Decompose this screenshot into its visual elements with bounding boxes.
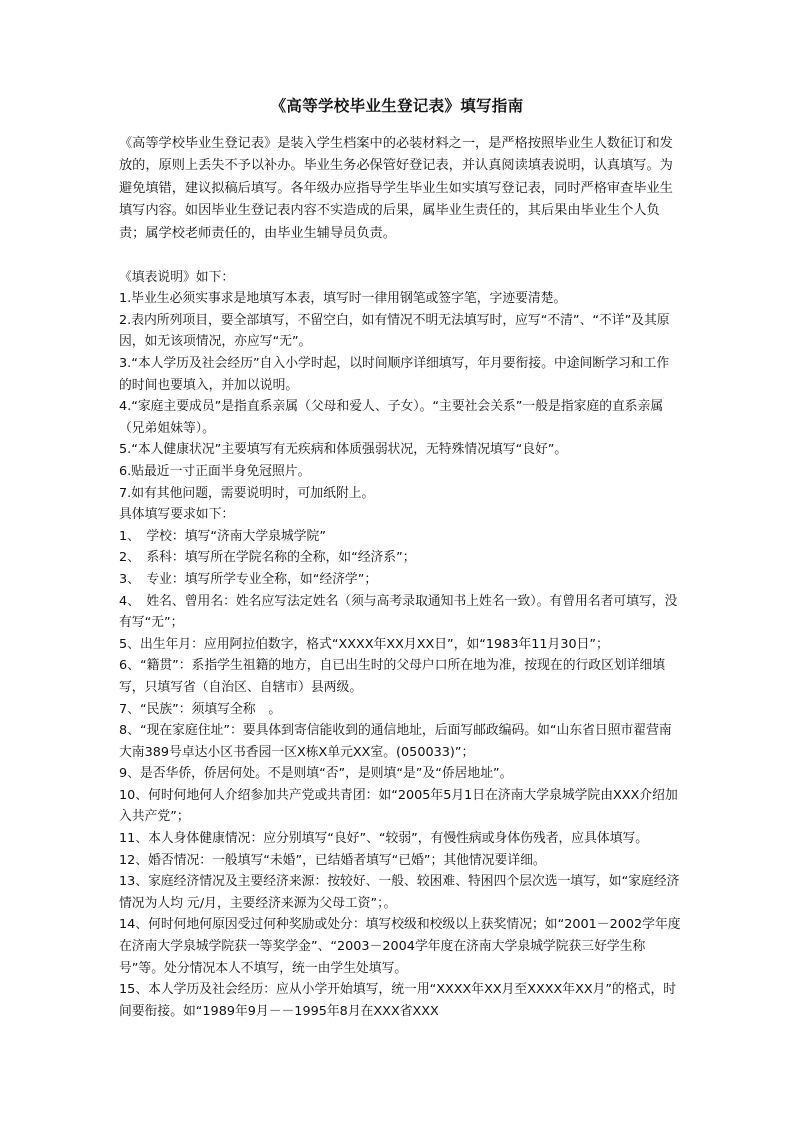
instruction-item: 2.表内所列项目，要全部填写，不留空白，如有情况不明无法填写时，应写“不清”、“不详”及其原因，如无该项情况，亦应写“无”。 [119,312,670,350]
requirement-item: 13、家庭经济情况及主要经济来源：按较好、一般、较困难、特困四个层次选一填写，如“家庭经济情况为人均 元/月，主要经济来源为父母工资”；。 [119,874,680,911]
intro-paragraph: 《高等学校毕业生登记表》是装入学生档案中的必装材料之一，是严格按照毕业生人数征订和发放的，原则上丢失不予以补办。毕业生务必保管好登记表，并认真阅读填表说明，认真填写。为避免填错，建议拟稿后填写。各年级办应指导学生毕业生如实填写登记表，同时严格审查毕业生填写内容。如因毕业生登记表内容不实造成的后果，属毕业生责任的，其后果由毕业生个人负责；属学校老师责任的，由毕业生辅导员负责。 [119,136,673,241]
requirement-item: 3、 专业：填写所学专业全称，如“经济学”； [119,571,378,587]
requirement-item: 14、何时何地何原因受过何种奖励或处分：填写校级和校级以上获奖情况；如“2001－2002学年度在济南大学泉城学院获一等奖学金”、“2003－2004学年度在济南大学泉城学院获三好学生称号”等。处分情况本人不填写，统一由学生处填写。 [119,917,681,976]
instruction-item: 6.贴最近一寸正面半身免冠照片。 [119,463,311,479]
requirement-item: 2、 系科：填写所在学院名称的全称，如“经济系”； [119,550,416,566]
instruction-item: 4.“家庭主要成员”是指直系亲属（父母和爱人、子女）。“主要社会关系”一般是指家庭的直系亲属（兄弟姐妹等）。 [119,399,664,436]
blank-line [119,245,681,267]
requirement-item: 8、“现在家庭住址”：要具体到寄信能收到的通信地址，后面写邮政编码。如“山东省日照市翟营南大南389号卓达小区书香园一区X栋X单元XX室。(050033)”； [119,723,672,760]
requirement-item: 6、“籍贯”：系指学生祖籍的地方，自已出生时的父母户口所在地为准，按现在的行政区划详细填写，只填写省（自治区、自辖市）县两级。 [119,658,666,695]
requirement-item: 1、 学校：填写“济南大学泉城学院” [119,528,326,544]
instruction-item: 5.“本人健康状况”主要填写有无疾病和体质强弱状况，无特殊情况填写“良好”。 [119,442,568,458]
requirement-item: 12、婚否情况：一般填写“未婚”，已结婚者填写“已婚”；其他情况要详细。 [119,852,546,868]
requirement-item: 5、出生年月：应用阿拉伯数字，格式“XXXX年XX月XX日”，如“1983年11月30日”； [119,636,609,652]
instruction-item: 3.“本人学历及社会经历”自入小学时起，以时间顺序详细填写，年月要衔接。中途间断学习和工作的时间也要填入，并加以说明。 [119,356,670,393]
requirement-item: 7、“民族”：须填写全称 。 [119,701,282,717]
document-body [119,133,681,1022]
requirement-item: 9、是否华侨，侨居何处。不是则填“否”，是则填“是”及“侨居地址”。 [119,766,513,782]
requirement-item: 10、何时何地何人介绍参加共产党或共青团：如“2005年5月1日在济南大学泉城学院由XXX介绍加入共产党”； [119,787,678,825]
requirement-item: 11、本人身体健康情况：应分别填写“良好”、“较弱”，有慢性病或身体伤残者，应具体填写。 [119,831,649,847]
instruction-item: 1.毕业生必须实事求是地填写本表，填写时一律用钢笔或签字笔，字迹要清楚。 [119,291,567,307]
requirements-heading: 具体填写要求如下： [119,507,235,523]
requirement-item: 15、本人学历及社会经历：应从小学开始填写，统一用“XXXX年XX月至XXXX年XX月”的格式，时间要衔接。如“1989年9月－－1995年8月在XXX省XXX [119,982,677,1019]
instruction-item: 7.如有其他问题，需要说明时，可加纸附上。 [119,485,375,501]
requirement-item: 4、 姓名、曾用名：姓名应写法定姓名（须与高考录取通知书上姓名一致）。有曾用名者可填写，没有写“无”； [119,593,678,631]
page-title: 《高等学校毕业生登记表》填写指南 [270,97,524,115]
instructions-heading: 《填表说明》如下： [119,269,235,285]
